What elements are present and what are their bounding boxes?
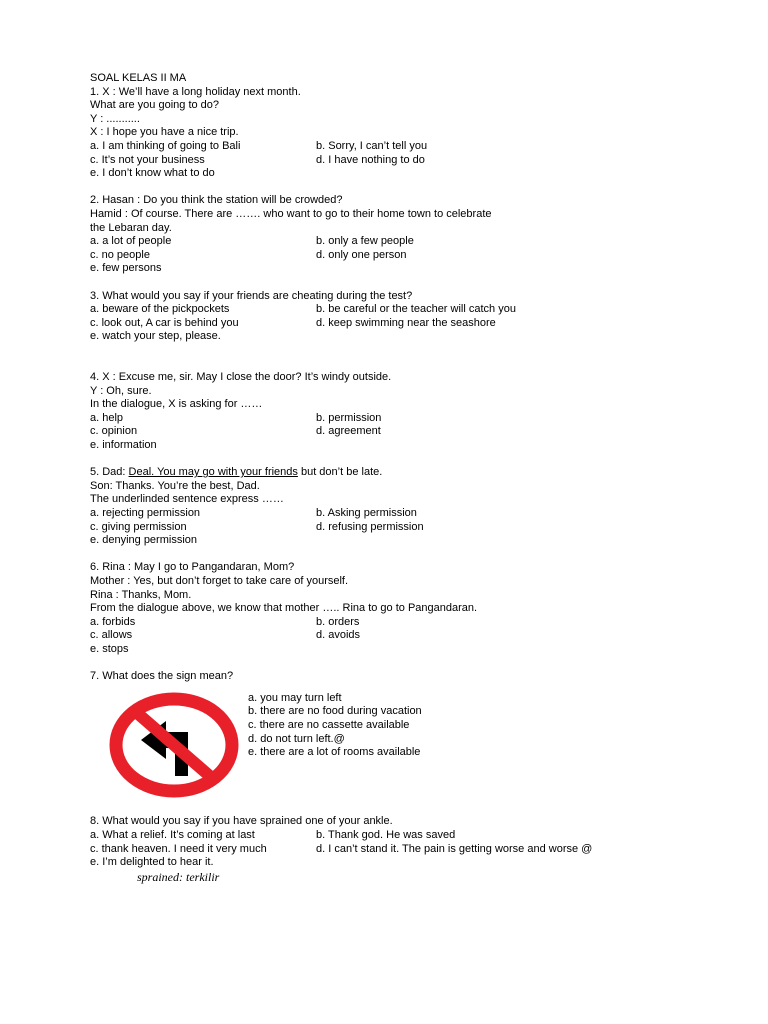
option-d: d. refusing permission — [316, 520, 424, 533]
option-a: a. beware of the pickpockets — [90, 303, 230, 316]
option-b: b. be careful or the teacher will catch you — [316, 303, 516, 316]
options-row — [90, 412, 710, 426]
options-row — [90, 425, 710, 439]
options-row — [90, 521, 710, 535]
option-b: b. permission — [316, 411, 382, 424]
option-b: b. only a few people — [316, 235, 414, 248]
question-2-line: 2. Hasan : Do you think the station will be crowded? — [90, 194, 343, 207]
question-3-line: 3. What would you say if your friends are cheating during the test? — [90, 289, 413, 302]
option-a: a. I am thinking of going to Bali — [90, 139, 241, 152]
question-2 — [90, 194, 710, 276]
options-row — [90, 616, 710, 630]
question-5-prefix: 5. Dad: — [90, 466, 129, 479]
option-d: d. I can’t stand it. The pain is getting worse and worse @ — [316, 842, 593, 855]
options-row — [90, 843, 710, 857]
option-a: a. you may turn left — [248, 691, 342, 704]
option-c: c. there are no cassette available — [248, 718, 410, 731]
option-b: b. there are no food during vacation — [248, 705, 422, 718]
question-6-line: 6. Rina : May I go to Pangandaran, Mom? — [90, 561, 295, 574]
option-d: d. do not turn left.@ — [248, 732, 345, 745]
options-row — [90, 235, 710, 249]
option-a: a. forbids — [90, 615, 136, 628]
option-c: c. thank heaven. I need it very much — [90, 842, 267, 855]
question-2-line: Hamid : Of course. There are ……. who want to go to their home town to celebrate — [90, 207, 492, 220]
underlined-sentence: Deal. You may go with your friends — [128, 466, 298, 479]
question-4-line: In the dialogue, X is asking for …… — [90, 398, 263, 411]
option-e: e. I’m delighted to hear it. — [90, 856, 214, 869]
question-7 — [90, 670, 710, 802]
exam-sheet — [90, 72, 710, 885]
question-8-line: 8. What would you say if you have sprained one of your ankle. — [90, 815, 393, 828]
question-5-line: The underlinded sentence express …… — [90, 493, 284, 506]
sign-block — [90, 692, 710, 802]
question-1-line: 1. X : We’ll have a long holiday next month. — [90, 85, 301, 98]
option-d: d. I have nothing to do — [316, 153, 425, 166]
option-d: d. only one person — [316, 248, 407, 261]
option-e: e. few persons — [90, 262, 162, 275]
options-row — [90, 507, 710, 521]
options-row — [90, 629, 710, 643]
option-a: a. a lot of people — [90, 235, 172, 248]
question-4-line: Y : Oh, sure. — [90, 384, 152, 397]
question-6 — [90, 561, 710, 656]
document-title: SOAL KELAS II MA — [90, 72, 187, 84]
option-c: c. no people — [90, 248, 150, 261]
question-8 — [90, 815, 710, 884]
option-b: b. Sorry, I can’t tell you — [316, 139, 428, 152]
options-row — [90, 249, 710, 263]
question-3 — [90, 290, 710, 344]
option-d: d. avoids — [316, 629, 361, 642]
option-d: d. agreement — [316, 425, 381, 438]
option-c: c. opinion — [90, 425, 138, 438]
option-c: c. look out, A car is behind you — [90, 316, 239, 329]
option-e: e. watch your step, please. — [90, 330, 221, 343]
option-b: b. Thank god. He was saved — [316, 828, 456, 841]
option-a: a. What a relief. It’s coming at last — [90, 828, 255, 841]
options-row — [90, 154, 710, 168]
options-row — [90, 317, 710, 331]
question-4-line: 4. X : Excuse me, sir. May I close the door? It’s windy outside. — [90, 371, 392, 384]
option-c: c. allows — [90, 629, 133, 642]
option-e: e. stops — [90, 642, 129, 655]
option-a: a. rejecting permission — [90, 507, 201, 519]
option-a: a. help — [90, 411, 124, 424]
question-6-line: From the dialogue above, we know that mother ….. Rina to go to Pangandaran. — [90, 602, 478, 615]
option-b: b. Asking permission — [316, 507, 417, 519]
option-c: c. It’s not your business — [90, 153, 205, 166]
option-e: e. denying permission — [90, 534, 198, 547]
option-b: b. orders — [316, 615, 360, 628]
no-left-turn-sign-icon — [108, 692, 240, 798]
question-1 — [90, 86, 710, 181]
question-5 — [90, 466, 710, 548]
question-5-line — [90, 466, 710, 480]
footnote: sprained: terkilir — [137, 869, 220, 884]
question-1-line: X : I hope you have a nice trip. — [90, 126, 239, 139]
question-6-line: Rina : Thanks, Mom. — [90, 588, 192, 601]
options-row — [90, 140, 710, 154]
sign-options — [248, 692, 422, 760]
question-7-line: 7. What does the sign mean? — [90, 670, 234, 683]
option-d: d. keep swimming near the seashore — [316, 316, 496, 329]
option-e: e. information — [90, 439, 157, 452]
question-5-line: Son: Thanks. You’re the best, Dad. — [90, 479, 260, 492]
question-4 — [90, 371, 710, 453]
question-5-suffix: but don’t be late. — [297, 466, 383, 479]
question-2-line: the Lebaran day. — [90, 221, 172, 234]
options-row — [90, 829, 710, 843]
question-1-line: What are you going to do? — [90, 99, 220, 112]
question-6-line: Mother : Yes, but don’t forget to take care of yourself. — [90, 574, 349, 587]
question-1-line: Y : ........... — [90, 112, 140, 125]
option-c: c. giving permission — [90, 520, 187, 533]
option-e: e. I don’t know what to do — [90, 167, 215, 180]
option-e: e. there are a lot of rooms available — [248, 746, 421, 759]
options-row — [90, 303, 710, 317]
